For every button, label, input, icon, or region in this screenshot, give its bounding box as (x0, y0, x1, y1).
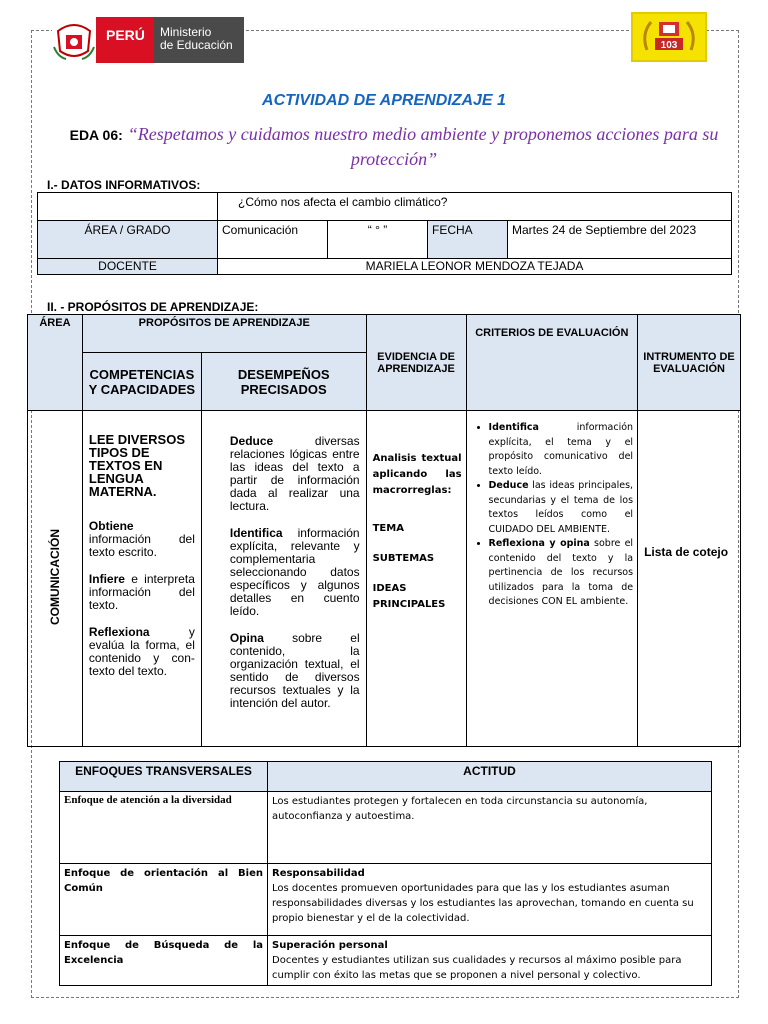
criterio-identifica: • Identifica información explícita, el tema y el propósito comunicativo del texto leído. (489, 421, 634, 479)
actitud-bien-comun (268, 864, 712, 936)
col-enfoques: ENFOQUES TRANSVERSALES (60, 762, 268, 792)
evidencia-tema: TEMA (372, 523, 404, 534)
section1-heading: I.- DATOS INFORMATIVOS: (47, 178, 201, 192)
fecha-label: FECHA (428, 221, 508, 259)
capacidad-infiere: Infiere e interpreta información del texto. (88, 572, 195, 612)
section2-heading: II. - PROPÓSITOS DE APRENDIZAJE: (47, 300, 259, 314)
criterios-list (473, 421, 634, 610)
instrumento-cell (638, 411, 741, 747)
ministerio-line2: de Educación (160, 38, 233, 52)
enfoques-table (59, 761, 712, 986)
area-value: Comunicación (218, 221, 328, 259)
page-title: ACTIVIDAD DE APRENDIZAJE 1 (262, 92, 506, 109)
docente-label: DOCENTE (38, 259, 218, 275)
evidencia-ideas: IDEAS PRINCIPALES (372, 583, 446, 610)
datos-informativos-table (37, 192, 732, 275)
col-instrumento: INTRUMENTO DE EVALUACIÓN (638, 315, 741, 411)
empty-cell (38, 193, 218, 221)
eda-label: EDA 06: (69, 127, 123, 143)
peru-shield-icon (52, 17, 96, 63)
propositos-table (27, 314, 741, 747)
col-criterios: CRITERIOS DE EVALUACIÓN (466, 315, 638, 411)
area-value: COMUNICACIÓN (47, 529, 62, 625)
ministerio-line1: Ministerio (160, 25, 212, 39)
eda-title: “Respetamos y cuidamos nuestro medio ambiente y proponemos acciones para su protección” (127, 124, 719, 169)
competencia-title: LEE DIVERSOS TIPOS DE TEXTOS EN LENGUA MATERNA. (88, 432, 185, 499)
fecha-value: Martes 24 de Septiembre del 2023 (508, 221, 732, 259)
col-propositos: PROPÓSITOS DE APRENDIZAJE (82, 315, 366, 353)
enfoque-diversidad: Enfoque de atención a la diversidad (60, 792, 268, 864)
school-logo (631, 12, 707, 62)
evidencia-text: Analisis textual aplicando las macrorreglas: (372, 453, 462, 496)
col-desempenos: DESEMPEÑOS PRECISADOS (201, 353, 366, 411)
ministerio-label (154, 17, 244, 63)
enfoque-excelencia: Enfoque de Búsqueda de la Excelencia (60, 936, 268, 986)
criterio-reflexiona: • Reflexiona y opina sobre el contenido del texto y la pertinencia de los recursos utilizados para la toma de decisiones CON EL ambiente. (489, 537, 634, 610)
desempenos-cell (201, 411, 366, 747)
evidencia-subtemas: SUBTEMAS (372, 553, 435, 564)
ministerio-logo (52, 17, 244, 63)
desempeno-identifica: Identifica información explícita, relevante y complementaria seleccionando datos específicos y algunos detalles en cuento leído. (229, 526, 360, 618)
actitud-title: Responsabilidad (272, 868, 365, 879)
col-evidencia: EVIDENCIA DE APRENDIZAJE (366, 315, 466, 411)
desempeno-deduce: Deduce diversas relaciones lógicas entre las ideas del texto a partir de información dada al realizar una lectura. (229, 434, 360, 513)
actitud-diversidad (268, 792, 712, 864)
peru-label: PERÚ (96, 17, 154, 63)
grado-value: “ ° ” (328, 221, 428, 259)
col-area: ÁREA (28, 315, 83, 411)
actitud-text: Los docentes promueven oportunidades para que las y los estudiantes asuman responsabilidades diversas y los estudiantes las aprovechan, tomando en cuenta su propio bienestar y el de la colectividad. (272, 883, 694, 924)
actitud-title: Superación personal (272, 940, 388, 951)
area-grado-label: ÁREA / GRADO (38, 221, 218, 259)
docente-value: MARIELA LEONOR MENDOZA TEJADA (218, 259, 732, 275)
actitud-excelencia (268, 936, 712, 986)
actitud-text: Los estudiantes protegen y fortalecen en toda circunstancia su autonomía, autoconfianza y autoestima. (272, 796, 648, 822)
actitud-text: Docentes y estudiantes utilizan sus cualidades y recursos al máximo posible para cumplir con éxito las metas que se proponen a nivel personal y colectivo. (272, 955, 682, 981)
instrumento-value: Lista de cotejo (644, 545, 729, 559)
criterios-cell (466, 411, 638, 747)
col-actitud: ACTITUD (268, 762, 712, 792)
desempeno-opina: Opina sobre el contenido, la organización textual, el sentido de diversos recursos textuales y la intención del autor. (229, 631, 360, 710)
col-competencias: COMPETENCIAS Y CAPACIDADES (82, 353, 201, 411)
eda-heading (60, 122, 728, 171)
capacidad-reflexiona: Reflexiona y evalúa la forma, el contenido y con-texto del texto. (88, 625, 195, 678)
area-cell (28, 411, 83, 747)
enfoque-bien-comun: Enfoque de orientación al Bien Común (60, 864, 268, 936)
svg-text:103: 103 (660, 40, 678, 51)
evidencia-cell (366, 411, 466, 747)
competencias-cell (82, 411, 201, 747)
capacidad-obtiene: Obtiene información del texto escrito. (88, 519, 195, 559)
question-cell: ¿Cómo nos afecta el cambio climático? (218, 193, 732, 221)
criterio-deduce: • Deduce las ideas principales, secundarias y el tema de los textos leídos como el CUIDADO DEL AMBIENTE. (489, 479, 634, 537)
